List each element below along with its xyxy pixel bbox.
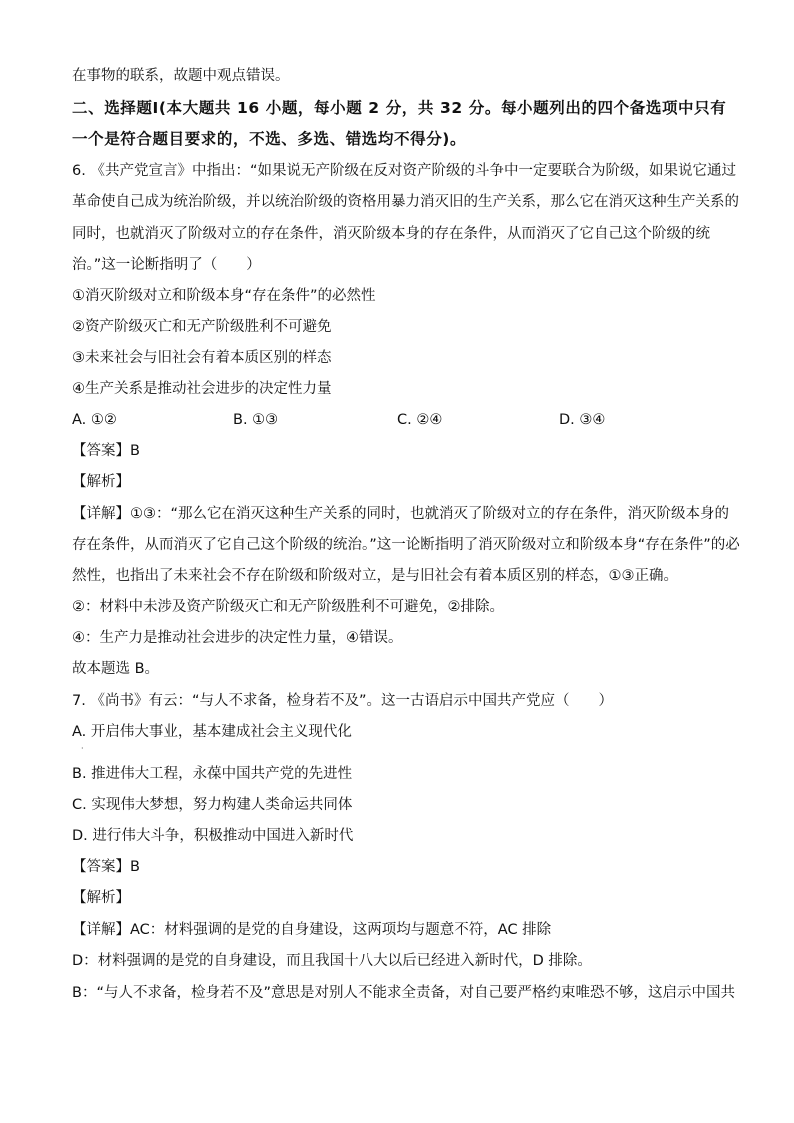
explanation-line: ②：材料中未涉及资产阶级灭亡和无产阶级胜利不可避免，②排除。 bbox=[72, 599, 504, 615]
statement-2: ②资产阶级灭亡和无产阶级胜利不可避免 bbox=[72, 319, 332, 335]
section-heading: 二、选择题Ⅰ(本大题共 16 小题，每小题 2 分，共 32 分。每小题列出的四个备选项中只有 bbox=[72, 99, 727, 117]
option-c: C. ②④ bbox=[397, 412, 443, 428]
text-line: 在事物的联系，故题中观点错误。 bbox=[72, 68, 290, 84]
question-6-options bbox=[72, 410, 692, 430]
section-heading: 一个是符合题目要求的，不选、多选、错选均不得分)。 bbox=[72, 130, 467, 148]
explanation-line: B：“与人不求备，检身若不及”意思是对别人不能求全责备，对自己要严格约束唯恐不够，这启示中国共 bbox=[72, 985, 735, 1001]
explanation-line: 然性，也指出了未来社会不存在阶级和阶级对立，是与旧社会有着本质区别的样态，①③正确。 bbox=[72, 568, 678, 584]
explanation-line: 【详解】AC：材料强调的是党的自身建设，这两项均与题意不符，AC 排除 bbox=[72, 922, 552, 938]
stray-dot: · bbox=[81, 744, 84, 753]
question-6-stem: 治。”这一论断指明了（ ） bbox=[72, 257, 261, 273]
question-6-stem: 6. 《共产党宣言》中指出：“如果说无产阶级在反对资产阶级的斗争中一定要联合为阶级，如果说它通过 bbox=[72, 163, 736, 179]
option-b: B. 推进伟大工程，永葆中国共产党的先进性 bbox=[72, 766, 353, 782]
answer-label: 【答案】B bbox=[72, 443, 140, 459]
statement-1: ①消灭阶级对立和阶级本身“存在条件”的必然性 bbox=[72, 288, 376, 304]
option-a: A. 开启伟大事业，基本建成社会主义现代化 bbox=[72, 724, 352, 740]
explanation-line: 【详解】①③：“那么它在消灭这种生产关系的同时，也就消灭了阶级对立的存在条件，消灭阶级本身的 bbox=[72, 506, 730, 522]
option-c: C. 实现伟大梦想，努力构建人类命运共同体 bbox=[72, 797, 353, 813]
explanation-line: ④：生产力是推动社会进步的决定性力量，④错误。 bbox=[72, 630, 403, 646]
analysis-label: 【解析】 bbox=[72, 890, 130, 906]
question-6-stem: 革命使自己成为统治阶级，并以统治阶级的资格用暴力消灭旧的生产关系，那么它在消灭这种生产关系的 bbox=[72, 194, 739, 210]
statement-4: ④生产关系是推动社会进步的决定性力量 bbox=[72, 381, 332, 397]
option-b: B. ①③ bbox=[233, 412, 279, 428]
question-7-stem: 7. 《尚书》有云：“与人不求备，检身若不及”。这一古语启示中国共产党应（ ） bbox=[72, 693, 613, 709]
explanation-line: D：材料强调的是党的自身建设，而且我国十八大以后已经进入新时代，D 排除。 bbox=[72, 953, 592, 969]
option-d: D. 进行伟大斗争，积极推动中国进入新时代 bbox=[72, 828, 354, 844]
option-d: D. ③④ bbox=[559, 412, 606, 428]
answer-label: 【答案】B bbox=[72, 859, 140, 875]
conclusion-line: 故本题选 B。 bbox=[72, 661, 160, 677]
analysis-label: 【解析】 bbox=[72, 474, 130, 490]
option-a: A. ①② bbox=[72, 412, 117, 428]
explanation-line: 存在条件，从而消灭了它自己这个阶级的统治。”这一论断指明了消灭阶级对立和阶级本身“存在条件”的必 bbox=[72, 537, 740, 553]
statement-3: ③未来社会与旧社会有着本质区别的样态 bbox=[72, 350, 332, 366]
question-6-stem: 同时，也就消灭了阶级对立的存在条件，消灭阶级本身的存在条件，从而消灭了它自己这个阶级的统 bbox=[72, 226, 710, 242]
